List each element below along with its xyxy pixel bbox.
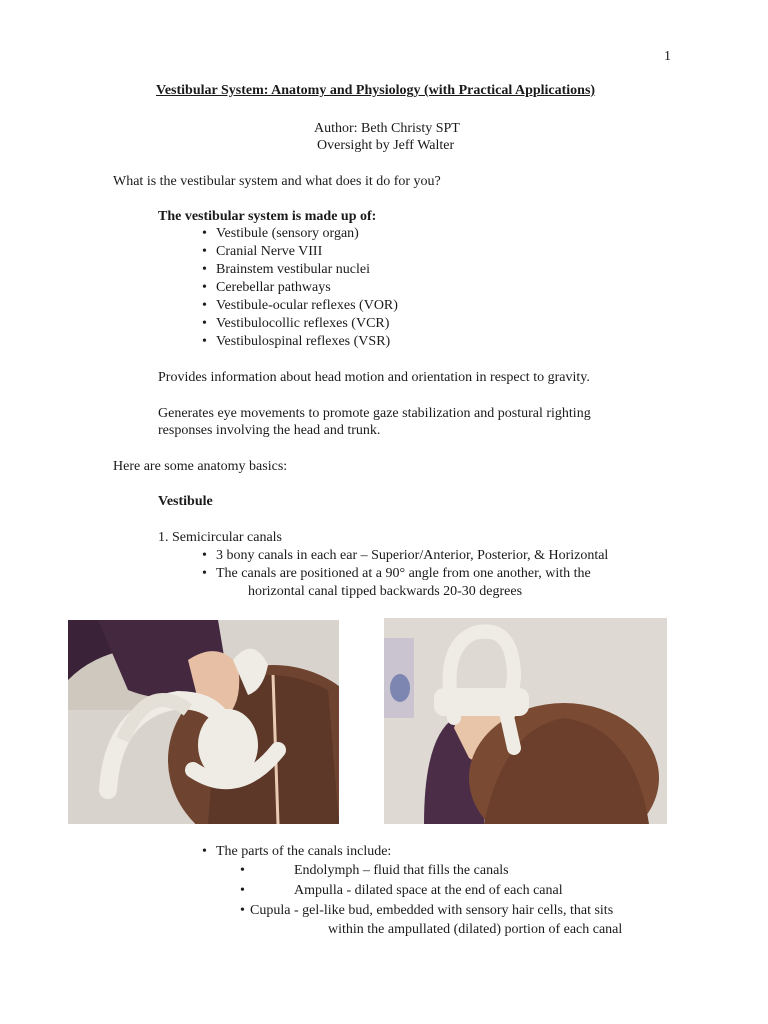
list-item: • 3 bony canals in each ear – Superior/Anterior, Posterior, & Horizontal xyxy=(202,547,608,565)
part-endolymph: Endolymph – fluid that fills the canals xyxy=(294,863,509,878)
bullet-cupula: • xyxy=(240,903,245,918)
oversight-line: Oversight by Jeff Walter xyxy=(317,138,455,153)
vestibule-heading: Vestibule xyxy=(158,494,213,509)
canal-model-photo-top-view xyxy=(68,620,339,824)
components-list xyxy=(202,225,398,351)
list-item: • Vestibulocollic reflexes (VCR) xyxy=(202,315,398,333)
components-heading: The vestibular system is made up of: xyxy=(158,209,377,224)
bullet-ampulla: • xyxy=(240,883,245,898)
list-item: • The parts of the canals include: xyxy=(202,843,391,861)
canal-list xyxy=(202,547,608,583)
list-item: • The canals are positioned at a 90° angle from one another, with the xyxy=(202,565,608,583)
bullet-endolymph: • xyxy=(240,863,245,878)
author-line: Author: Beth Christy SPT xyxy=(314,121,460,136)
list-item: • Vestibule (sensory organ) xyxy=(202,225,398,243)
canal-model-photo-side-view xyxy=(384,618,667,824)
generates-paragraph-line2: responses involving the head and trunk. xyxy=(158,423,381,438)
intro-question: What is the vestibular system and what does it do for you? xyxy=(113,174,441,189)
anatomy-intro: Here are some anatomy basics: xyxy=(113,459,288,474)
canal-bullet-continuation: horizontal canal tipped backwards 20-30 degrees xyxy=(248,584,523,599)
semicircular-heading: 1. Semicircular canals xyxy=(158,530,283,545)
list-item: • Brainstem vestibular nuclei xyxy=(202,261,398,279)
parts-heading-list xyxy=(202,843,391,861)
list-item: • Cranial Nerve VIII xyxy=(202,243,398,261)
list-item: • Vestibule-ocular reflexes (VOR) xyxy=(202,297,398,315)
generates-paragraph-line1: Generates eye movements to promote gaze stabilization and postural righting xyxy=(158,406,591,421)
document-title: Vestibular System: Anatomy and Physiology (with Practical Applications) xyxy=(156,83,596,98)
part-cupula-line2: within the ampullated (dilated) portion of each canal xyxy=(328,922,623,937)
part-ampulla: Ampulla - dilated space at the end of each canal xyxy=(294,883,563,898)
provides-paragraph: Provides information about head motion and orientation in respect to gravity. xyxy=(158,370,590,385)
list-item: • Cerebellar pathways xyxy=(202,279,398,297)
page-number: 1 xyxy=(664,49,671,64)
list-item: • Vestibulospinal reflexes (VSR) xyxy=(202,333,398,351)
part-cupula-line1: Cupula - gel-like bud, embedded with sensory hair cells, that sits xyxy=(250,903,614,918)
